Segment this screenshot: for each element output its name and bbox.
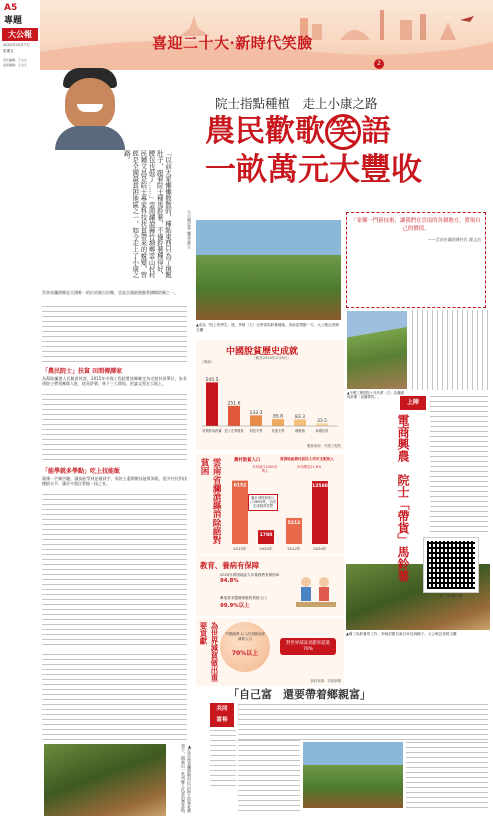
- chart3-item-2-text: 參加基本醫療保險的貧困人口: [220, 596, 267, 600]
- side-tag: 上陣: [400, 396, 426, 410]
- chart1-category-label: 種養殖: [295, 429, 305, 433]
- chart2-category-label: 2020年: [313, 546, 327, 551]
- chart1-bar: [272, 419, 284, 426]
- chart1-bar: [228, 406, 240, 426]
- chart3-item-2-value: 99.9%以上: [220, 602, 250, 609]
- designer-credit: 美術編輯：王文元: [3, 63, 28, 67]
- chart2-bar: [312, 481, 328, 544]
- students-illustration: [292, 572, 340, 612]
- chart2-panel1-callout: 累計消除貧困人口9899萬，全面完成脫貧攻堅: [248, 494, 278, 511]
- intro-quote: [42, 150, 192, 278]
- side-photo-caption: ▲中國工程院院士朱有勇（右）為瀾滄馬鈴薯「直播帶貨」。: [347, 391, 404, 400]
- section2-title: 「能學就多學點」吃上技能飯: [42, 468, 121, 475]
- photo-right-caption: ▲種了馬鈴薯的工作，李極依舊自新自家長到種子。大公報記者蔣玉攝: [346, 632, 457, 636]
- chart1-value-label: 545.5: [205, 377, 219, 383]
- academician-photo: [347, 311, 407, 389]
- intro-quote-byline: 大公報記者 樂彥 蔣玉: [187, 210, 192, 249]
- chart1-plot: [196, 364, 344, 444]
- chart1-value-label: 251.6: [227, 401, 241, 407]
- chart2-category-label: 2015年: [233, 546, 247, 551]
- paper-logo: 大公報: [2, 28, 38, 41]
- headline-kicker: 院士指點種植 走上小康之路: [215, 96, 378, 111]
- chart2-panel1-note: 年均減少1000多萬人: [252, 465, 278, 473]
- headline-main: [205, 114, 475, 190]
- chart2-category-label: 2012年: [287, 546, 301, 551]
- section-number: A5: [4, 3, 18, 13]
- quote-box-speaker: ——雲南省瀾滄縣村民 鍾文昌: [427, 237, 481, 242]
- chart2-panel2-note: 年均增長11.6%: [296, 465, 322, 469]
- chart-education-health: [196, 556, 344, 616]
- bottom-body-text: [238, 740, 300, 812]
- chart1-value-label: 83.3: [294, 414, 306, 420]
- chart1-category-label: 投入冬季農業: [224, 429, 244, 433]
- chart2-value-label: 12588: [312, 484, 328, 490]
- body-text-block: [42, 306, 187, 362]
- chart-world-contribution: [196, 618, 344, 686]
- qr-label: 掃一掃 看片報: [439, 594, 463, 598]
- side-body-text: [430, 396, 488, 536]
- chart2-value-label: 5212: [287, 520, 301, 526]
- body-text-block: [42, 654, 187, 740]
- village-photo: [303, 742, 403, 808]
- farmers-harvest-photo: [44, 744, 166, 816]
- chart1-title: 中國脫貧歷史成就: [226, 347, 299, 357]
- bottom-photo-caption: ▲在雲南省瀾滄縣村民以院士的專家帶領下，摸索出一系列鄉土扶貧的帶富路。: [181, 744, 192, 816]
- editor-credit: 責任編輯：王文元: [3, 58, 28, 62]
- side-vertical-title: 電商興農 院士「帶貨」馬鈴薯: [396, 414, 410, 582]
- chart1-value-label: 33.5: [316, 418, 328, 424]
- chart2-value-label: 1780: [259, 533, 273, 539]
- chart3-item-2: [220, 596, 284, 609]
- farmer-portrait-photo: [55, 68, 125, 150]
- chart1-category-label: 收貸的馬鈴薯: [202, 429, 222, 433]
- photo-left-caption: ▲成為「院士的學生」後，李極（左）走學習馬鈴薯種植，再致富帶動一方。大公報記者蔣玉攝: [196, 323, 339, 332]
- world-globe-icon: [220, 622, 270, 672]
- chart1-bar: [294, 419, 306, 426]
- section2-text: 蔣國一芒廣告聽，讓技能學到並做到手，朱院士還開辦技能實訓班，提升村民科技種植水平，讓更多農民掌握一技之長。: [42, 476, 187, 487]
- section1-text: 為幫助瀾滄人民脫貧致富，2015年中國工程院將該縣確定為定點扶貧單位，朱有勇院士帶領團隊入駐，從馬鈴薯、林下三七開始，把論文寫在大地上。: [42, 376, 187, 387]
- headline-line-1: [205, 114, 475, 150]
- chart1-value-label: 85.8: [272, 414, 284, 420]
- quote-box: [346, 212, 486, 308]
- bottom-body-text: [210, 730, 236, 790]
- chart3-item-1-text: 2020年貧困地區九年義務教育鞏固率: [220, 573, 280, 577]
- body-text-block: [42, 394, 187, 464]
- bottom-body-text: [406, 742, 488, 812]
- headline-line-2: 一畝萬元大豐收: [205, 152, 422, 188]
- masthead: [0, 0, 40, 75]
- chart1-subtitle: （截至2020年2月8日）: [252, 356, 291, 360]
- chart1-bar: [206, 382, 218, 426]
- issue-weekday: 星期五: [3, 49, 14, 53]
- chart1-category-label: 新增扶貧: [315, 429, 329, 433]
- banner-title: 喜迎二十大·新時代笑臉: [152, 34, 313, 52]
- headline-circle-char: 笑: [325, 114, 361, 150]
- body-text-block: [42, 494, 187, 649]
- bottom-tag-text: 共同富裕: [216, 706, 228, 723]
- chart2-panel2-title: 貧困地區農村居民人均可支配收入: [280, 457, 334, 461]
- chart1-source: 數據來源：中國工程院: [307, 444, 341, 448]
- banner-page-badge: 2: [374, 59, 384, 69]
- chart1-category-label: 科技冬季: [249, 429, 263, 433]
- chart4-title: 為世界減貧做出重要貢獻: [199, 622, 219, 682]
- chart4-left-text: 中國減貧人口占同期全球減貧人口: [225, 632, 265, 641]
- chart3-item-1-value: 94.8%: [220, 577, 239, 584]
- chart1-category-label: 其他冬季: [271, 429, 285, 433]
- quote-box-text: 「家鄉一門新技術，讓我們在雲南的各個地方，實現自己的價值。: [351, 218, 481, 232]
- section-name: 專題: [4, 16, 23, 26]
- chart2-category-label: 2020年: [259, 546, 273, 551]
- bottom-body-text: [238, 704, 488, 740]
- chart3-item-1: [220, 573, 284, 584]
- banner: [40, 0, 493, 70]
- chart2-panel1-title: 農村脫貧人口: [234, 458, 261, 463]
- side-body-text: [412, 310, 488, 390]
- headline-line-1-end: 語: [361, 114, 391, 149]
- body-lead: 雲南省瀾滄縣是全國唯一的拉祜族自治縣，也是全國最後脫貧摘帽的縣之一。: [42, 290, 178, 295]
- chart-eliminate-poverty: [196, 454, 344, 554]
- chart1-unit: （萬畝）: [200, 360, 215, 364]
- qr-code[interactable]: [424, 538, 478, 592]
- chart4-value: 70%以上: [231, 650, 259, 657]
- chart1-bar: [250, 415, 262, 426]
- chart3-title: 教育、養病有保障: [200, 561, 260, 570]
- chart2-value-label: 8152: [233, 483, 247, 489]
- headline-line-1-text: 農民歡歌: [205, 114, 325, 149]
- chart2-bar: [232, 481, 248, 544]
- chart4-right-text: 對世界減貧貢獻率超過70%: [280, 638, 336, 655]
- chart2-title: 雲南省瀾滄縣消除絕對貧困: [199, 458, 221, 544]
- chart2-plot: [216, 462, 344, 554]
- issue-date: 2022年10月7日: [3, 43, 30, 47]
- section1-title: 「農民院士」扶貧 田間傳譯家: [42, 368, 123, 375]
- potato-field-photo: [196, 220, 341, 320]
- bottom-tag: [210, 703, 234, 727]
- chart1-value-label: 133.3: [249, 410, 263, 416]
- intro-quote-text: 「以前大家懶懶散散的，種點東西只為了填飽肚子，跟着院士種馬鈴薯，不僅鈴薯種得好，腰包也鼓了……」雲南瀾滄縣竹塘鄉雲山村村民鍾文昌是院士專家科技扶貧帶來的蛻變。曾經是全國最貧困地區之一，如今走上了小康之路。: [122, 150, 172, 278]
- chart4-source: 資料來源：央視新聞: [310, 679, 341, 683]
- bottom-title: 「自己富 還要帶着鄉親富」: [228, 688, 371, 701]
- chart-poverty-achievement: [196, 340, 344, 450]
